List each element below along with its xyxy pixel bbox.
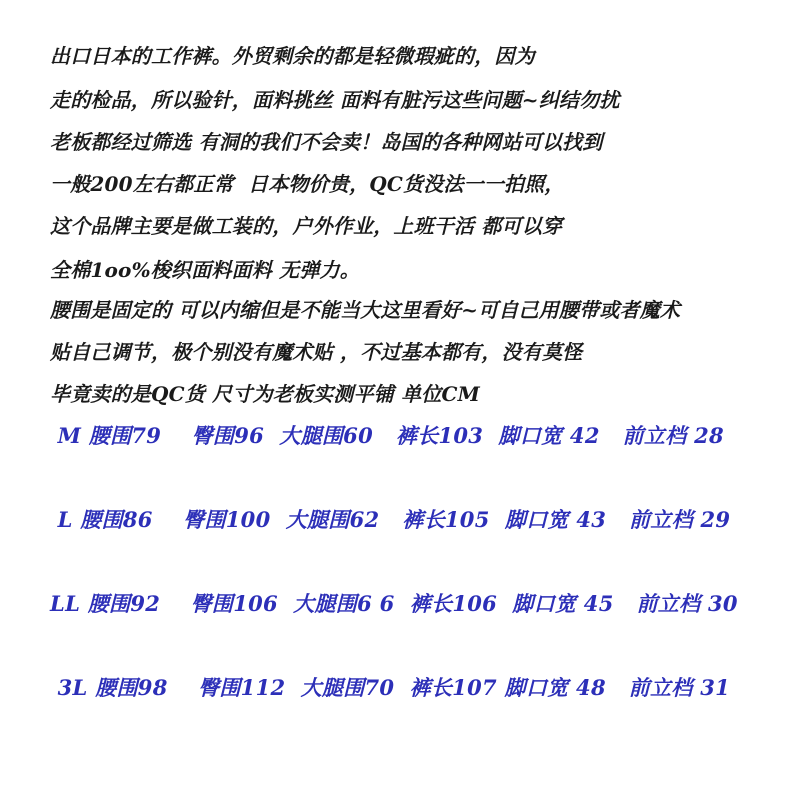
description-line-2: 走的检品，所以验针，面料挑丝 面料有脏污这些问题~纠结勿扰 (50, 88, 620, 112)
description-line-1: 出口日本的工作裤。外贸剩余的都是轻微瑕疵的，因为 (50, 44, 535, 68)
description-line-4: 一般200左右都正常 日本物价贵，QC货没法一一拍照， (50, 172, 565, 196)
description-line-8: 贴自己调节，极个别没有魔术贴 ，不过基本都有，没有莫怪 (50, 340, 583, 364)
description-line-3: 老板都经过筛选 有洞的我们不会卖！岛国的各种网站可以找到 (50, 130, 603, 154)
size-row-ll: LL 腰围92 臀围106 大腿围6 6 裤长106 脚口宽 45 前立档 30 (50, 591, 738, 616)
size-row-3l: 3L 腰围98 臀围112 大腿围70 裤长107 脚口宽 48 前立档 31 (50, 675, 731, 700)
size-row-l: L 腰围86 臀围100 大腿围62 裤长105 脚口宽 43 前立档 29 (50, 507, 731, 532)
description-line-9: 毕竟卖的是QC货 尺寸为老板实测平铺 单位CM (50, 382, 480, 406)
size-row-m: M 腰围79 臀围96 大腿围60 裤长103 脚口宽 42 前立档 28 (50, 423, 724, 448)
description-line-6: 全棉1oo%梭织面料面料 无弹力。 (50, 258, 360, 282)
description-line-7: 腰围是固定的 可以内缩但是不能当大这里看好~可自己用腰带或者魔术 (50, 298, 681, 322)
description-line-5: 这个品牌主要是做工装的，户外作业，上班干活 都可以穿 (50, 214, 563, 238)
